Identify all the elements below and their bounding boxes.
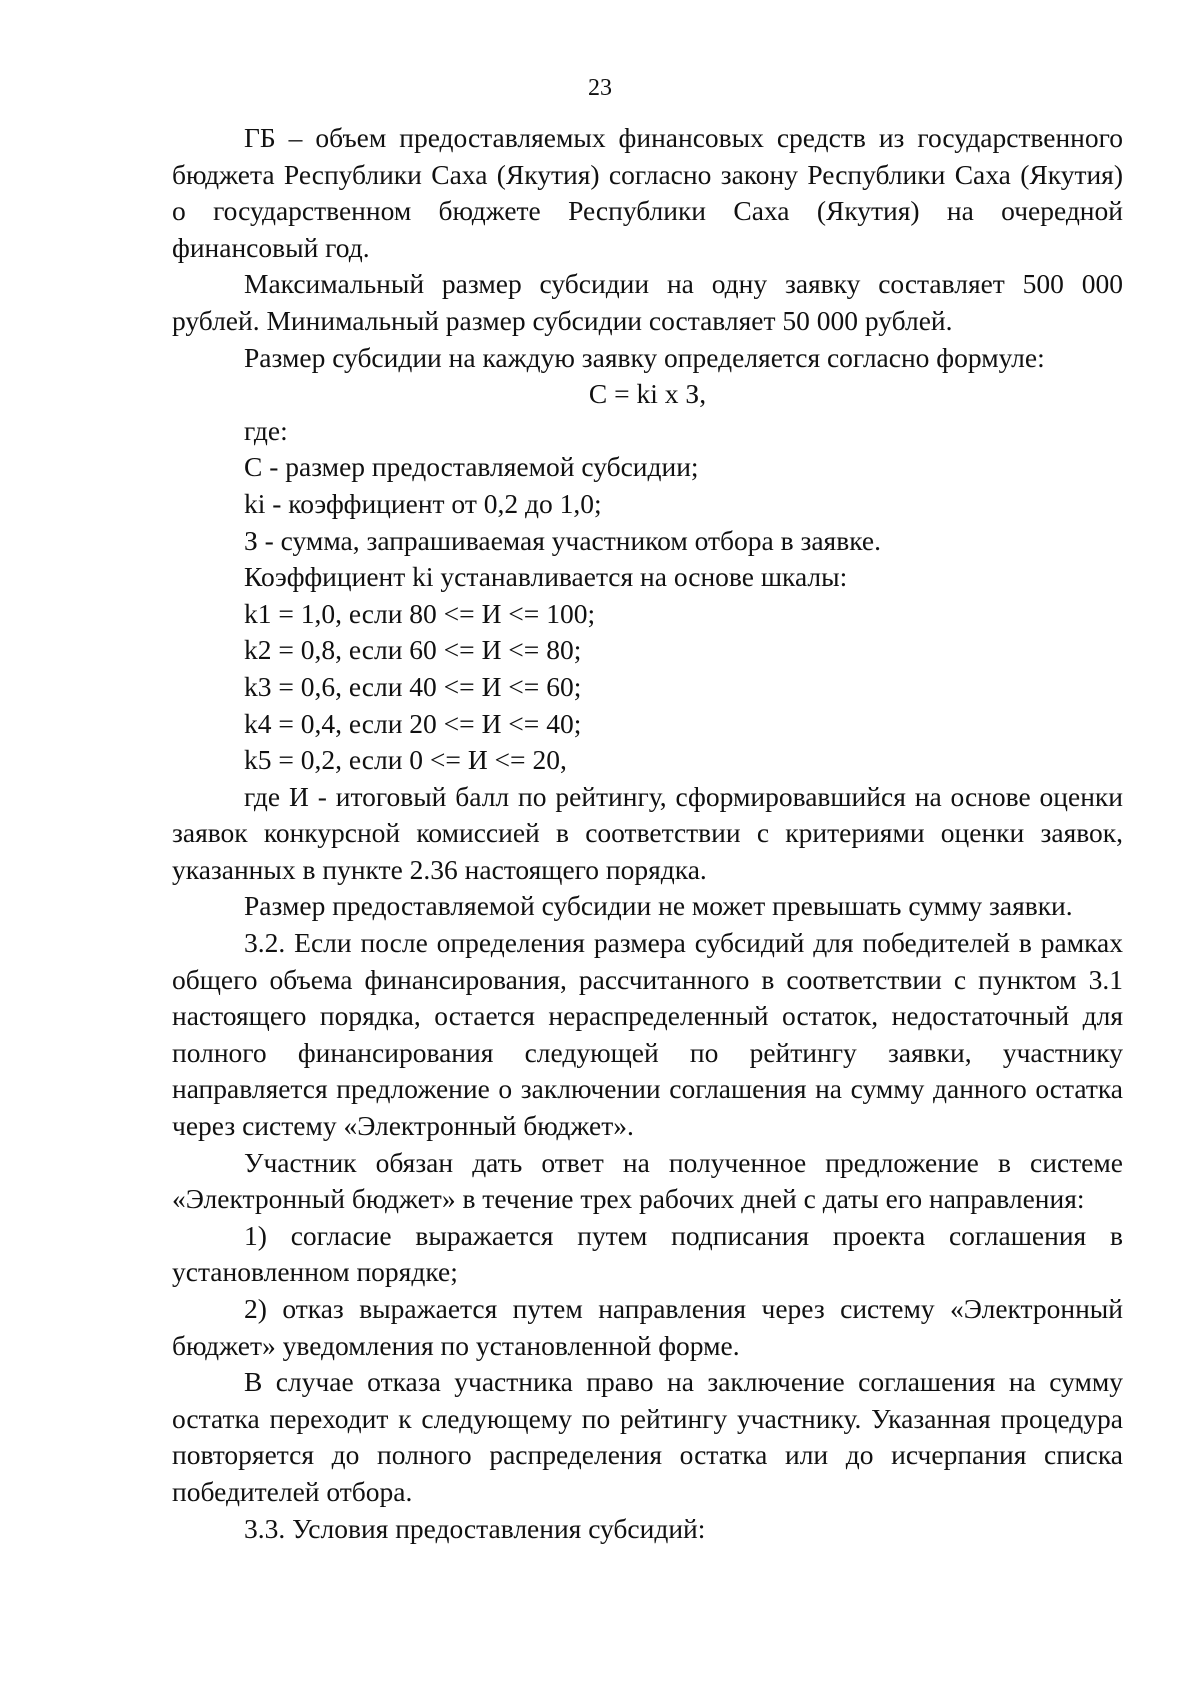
document-body [172,120,1123,1547]
where-label: где: [244,414,288,446]
scale-k3: k3 = 0,6, если 40 <= И <= 60; [244,670,582,702]
page-number: 23 [588,75,612,101]
formula: C = ki x З, [588,378,707,410]
paragraph-section-3-3: 3.3. Условия предоставления субсидий: [244,1512,706,1544]
definition-ki: ki - коэффициент от 0,2 до 1,0; [244,487,602,519]
paragraph-participant-answer: Участник обязан дать ответ на полученное предложение в системе «Электронный бюджет» в течение трех рабочих дней с даты его направления: [172,1146,1123,1215]
paragraph-section-3-2: 3.2. Если после определения размера субсидий для победителей в рамках общего объема финансирования, рассчитанного в соответствии с пунктом 3.1 настоящего порядка, остается нераспределенный остаток, недостаточный для полного финансирования следующей по рейтингу заявки, участнику направляется предложение о заключении соглашения на сумму данного остатка через систему «Электронный бюджет». [172,927,1123,1142]
paragraph-score-definition: где И - итоговый балл по рейтингу, сформировавшийся на основе оценки заявок конкурсной комиссией в соответствии с критериями оценки заявок, указанных в пункте 2.36 настоящего порядка. [172,780,1123,885]
paragraph-subsidy-cap: Размер предоставляемой субсидии не может превышать сумму заявки. [244,890,1073,922]
paragraph-refusal-procedure: В случае отказа участника право на заключение соглашения на сумму остатка переходит к следующему по рейтингу участнику. Указанная процедура повторяется до полного распределения остатка или до исчерпания списка победителей отбора. [172,1366,1123,1507]
list-item-consent: 1) согласие выражается путем подписания проекта соглашения в установленном порядке; [172,1219,1123,1288]
paragraph-formula-intro: Размер субсидии на каждую заявку определяется согласно формуле: [244,341,1045,373]
definition-c: C - размер предоставляемой субсидии; [244,451,699,483]
list-item-refusal: 2) отказ выражается путем направления через систему «Электронный бюджет» уведомления по установленной форме. [172,1293,1123,1361]
paragraph-subsidy-limits: Максимальный размер субсидии на одну заявку составляет 500 000 рублей. Минимальный размер субсидии составляет 50 000 рублей. [172,268,1123,336]
scale-k1: k1 = 1,0, если 80 <= И <= 100; [244,597,596,629]
paragraph-gb-definition: ГБ – объем предоставляемых финансовых средств из государственного бюджета Республики Саха (Якутия) согласно закону Республики Саха (Якутия) о государственном бюджете Республики Саха (Якутия) на очередной финансовый год. [172,122,1123,263]
scale-k4: k4 = 0,4, если 20 <= И <= 40; [244,707,582,739]
scale-k2: k2 = 0,8, если 60 <= И <= 80; [244,634,582,666]
scale-k5: k5 = 0,2, если 0 <= И <= 20, [244,744,567,776]
definition-z: З - сумма, запрашиваемая участником отбора в заявке. [244,524,881,556]
scale-intro: Коэффициент ki устанавливается на основе шкалы: [244,561,848,593]
